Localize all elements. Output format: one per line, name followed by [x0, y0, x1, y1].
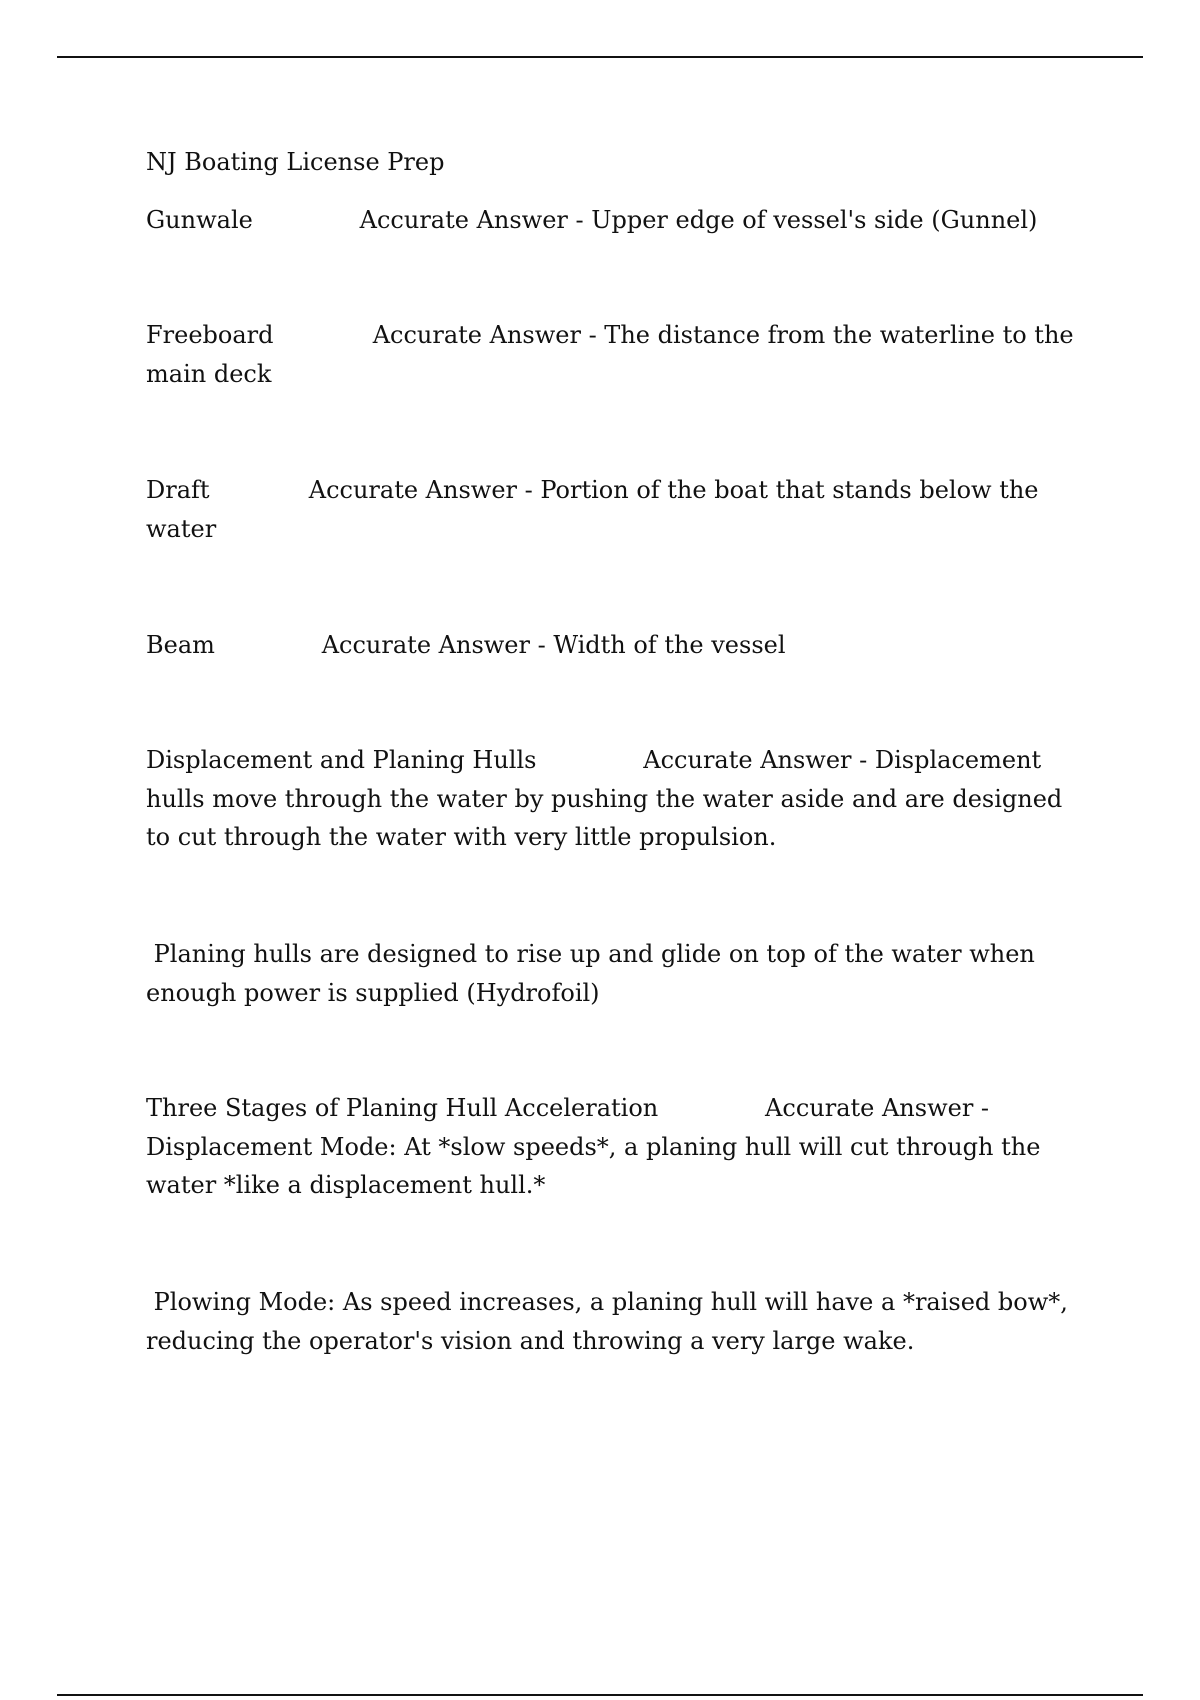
term-answer-gap: [536, 746, 643, 774]
flashcard-draft: [146, 471, 1086, 626]
answer-continuation-planing-hulls: [146, 935, 1086, 1089]
term-answer-gap: [658, 1094, 765, 1122]
term-answer-gap: [274, 321, 373, 349]
term-answer-gap: [215, 631, 322, 659]
answer-planing-hulls: Planing hulls are designed to rise up and glide on top of the water when enough power is supplied (Hydrofoil): [146, 940, 1043, 1007]
flashcard-gunwale: [146, 201, 1086, 316]
term-draft: Draft: [146, 476, 210, 504]
answer-displacement-hulls: Accurate Answer - Displacement hulls move through the water by pushing the water aside and are designed to cut through the water with very little propulsion.: [146, 746, 1070, 851]
answer-continuation-plowing-mode: [146, 1283, 1086, 1363]
flashcard-three-stages: [146, 1089, 1086, 1283]
footer-rule: [57, 1694, 1143, 1696]
term-freeboard: Freeboard: [146, 321, 274, 349]
answer-beam: Accurate Answer - Width of the vessel: [321, 631, 786, 659]
header-rule: [57, 56, 1143, 58]
flashcard-freeboard: [146, 316, 1086, 471]
term-answer-gap: [253, 206, 360, 234]
term-gunwale: Gunwale: [146, 206, 253, 234]
answer-freeboard: Accurate Answer - The distance from the waterline to the main deck: [146, 321, 1082, 388]
term-answer-gap: [210, 476, 309, 504]
answer-displacement-mode: Accurate Answer - Displacement Mode: At *slow speeds*, a planing hull will cut through the water *like a displacement hull.*: [146, 1094, 1049, 1199]
answer-draft: Accurate Answer - Portion of the boat that stands below the water: [146, 476, 1047, 543]
flashcard-beam: [146, 626, 1086, 741]
term-three-stages: Three Stages of Planing Hull Acceleration: [146, 1094, 659, 1122]
answer-plowing-mode: Plowing Mode: As speed increases, a planing hull will have a *raised bow*, reducing the operator's vision and throwing a very large wake.: [146, 1288, 1076, 1355]
term-displacement-planing-hulls: Displacement and Planing Hulls: [146, 746, 537, 774]
term-beam: Beam: [146, 631, 215, 659]
document-title: NJ Boating License Prep: [146, 148, 445, 176]
document-body: [146, 143, 1086, 1363]
flashcard-displacement-planing-hulls: [146, 741, 1086, 935]
answer-gunwale: Accurate Answer - Upper edge of vessel's side (Gunnel): [359, 206, 1038, 234]
